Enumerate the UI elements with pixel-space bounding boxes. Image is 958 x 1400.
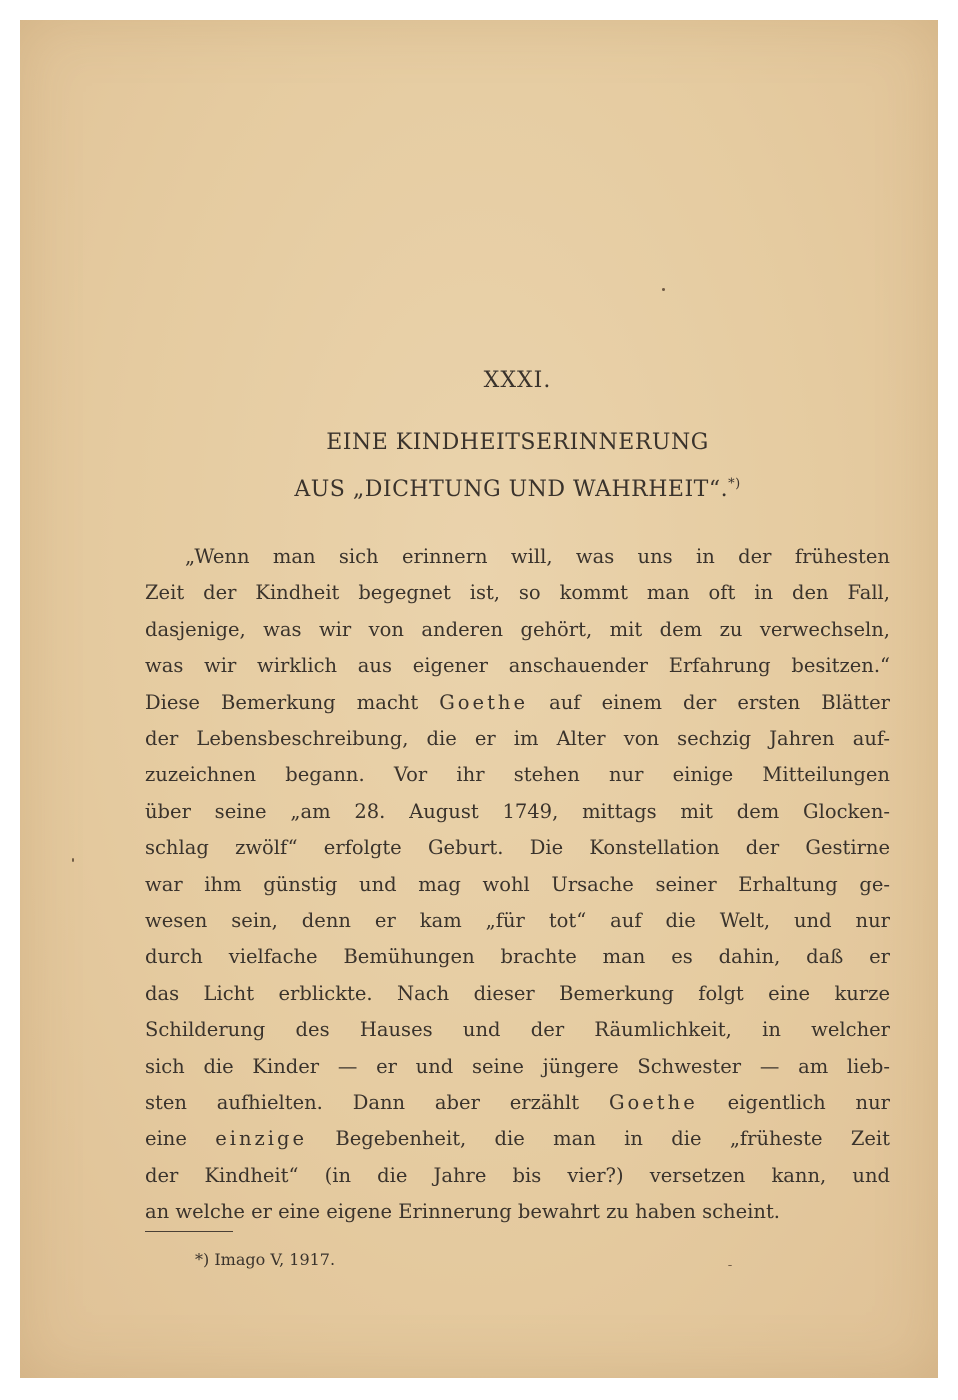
body-line: was wir wirklich aus eigener anschauender Erfahrung besitzen.“ (145, 654, 890, 678)
footnote (195, 1250, 335, 1269)
chapter-title-line-2-text: AUS „DICHTUNG UND WAHRHEIT“. (294, 477, 729, 502)
body-text-fragment: sten aufhielten. Dann aber erzählt (145, 1091, 609, 1114)
footnote-marker: *) (195, 1250, 210, 1269)
emphasized-word: einzige (215, 1127, 308, 1151)
body-line: der Kindheit“ (in die Jahre bis vier?) versetzen kann, und (145, 1163, 890, 1187)
body-text-fragment: Diese Bemerkung macht (145, 690, 440, 714)
body-line: war ihm günstig und mag wohl Ursache seiner Erhaltung ge- (145, 872, 890, 896)
emphasized-word: Goethe (439, 690, 529, 714)
body-text-fragment: auf einem der ersten Blätter (528, 690, 891, 714)
paper-speck (72, 858, 74, 862)
paper-speck (728, 1265, 732, 1266)
body-line: schlag zwölf“ erfolgte Geburt. Die Konstellation der Gestirne (145, 836, 890, 860)
body-line: durch vielfache Bemühungen brachte man es dahin, daß er (145, 945, 890, 969)
body-line (145, 686, 890, 720)
footnote-reference[interactable]: *) (728, 476, 741, 492)
body-line: zuzeichnen begann. Vor ihr stehen nur einige Mitteilungen (145, 763, 890, 787)
body-line: das Licht erblickte. Nach dieser Bemerkung folgt eine kurze (145, 981, 890, 1005)
body-line (145, 1086, 890, 1120)
chapter-number: XXXI. (483, 368, 552, 393)
body-line: über seine „am 28. August 1749, mittags mit dem Glocken- (145, 799, 890, 823)
body-line: sich die Kinder — er und seine jüngere Schwester — am lieb- (145, 1054, 890, 1078)
body-line: dasjenige, was wir von anderen gehört, mit dem zu verwechseln, (145, 617, 890, 641)
footnote-text: Imago V, 1917. (214, 1250, 336, 1269)
body-text-fragment: Begebenheit, die man in die „früheste Zeit (307, 1127, 890, 1151)
body-line: „Wenn man sich erinnern will, was uns in der frühesten (185, 545, 890, 568)
body-line: Zeit der Kindheit begegnet ist, so kommt man oft in den Fall, (145, 581, 890, 605)
footnote-divider (145, 1231, 233, 1232)
paper-speck (662, 288, 665, 291)
emphasized-word: Goethe (608, 1091, 698, 1114)
body-line: an welche er eine eigene Erinnerung bewahrt zu haben scheint. (145, 1200, 780, 1224)
body-line: wesen sein, denn er kam „für tot“ auf die Welt, und nur (145, 909, 890, 932)
chapter-title-line-1: EINE KINDHEITSERINNERUNG (326, 430, 709, 455)
body-line (145, 1122, 890, 1156)
chapter-title-line-2 (145, 477, 890, 502)
body-text-fragment: eigentlich nur (697, 1091, 890, 1114)
body-text-fragment: eine (145, 1127, 216, 1151)
body-line: Schilderung des Hauses und der Räumlichkeit, in welcher (145, 1018, 890, 1042)
body-line: der Lebensbeschreibung, die er im Alter von sechzig Jahren auf- (145, 727, 890, 750)
